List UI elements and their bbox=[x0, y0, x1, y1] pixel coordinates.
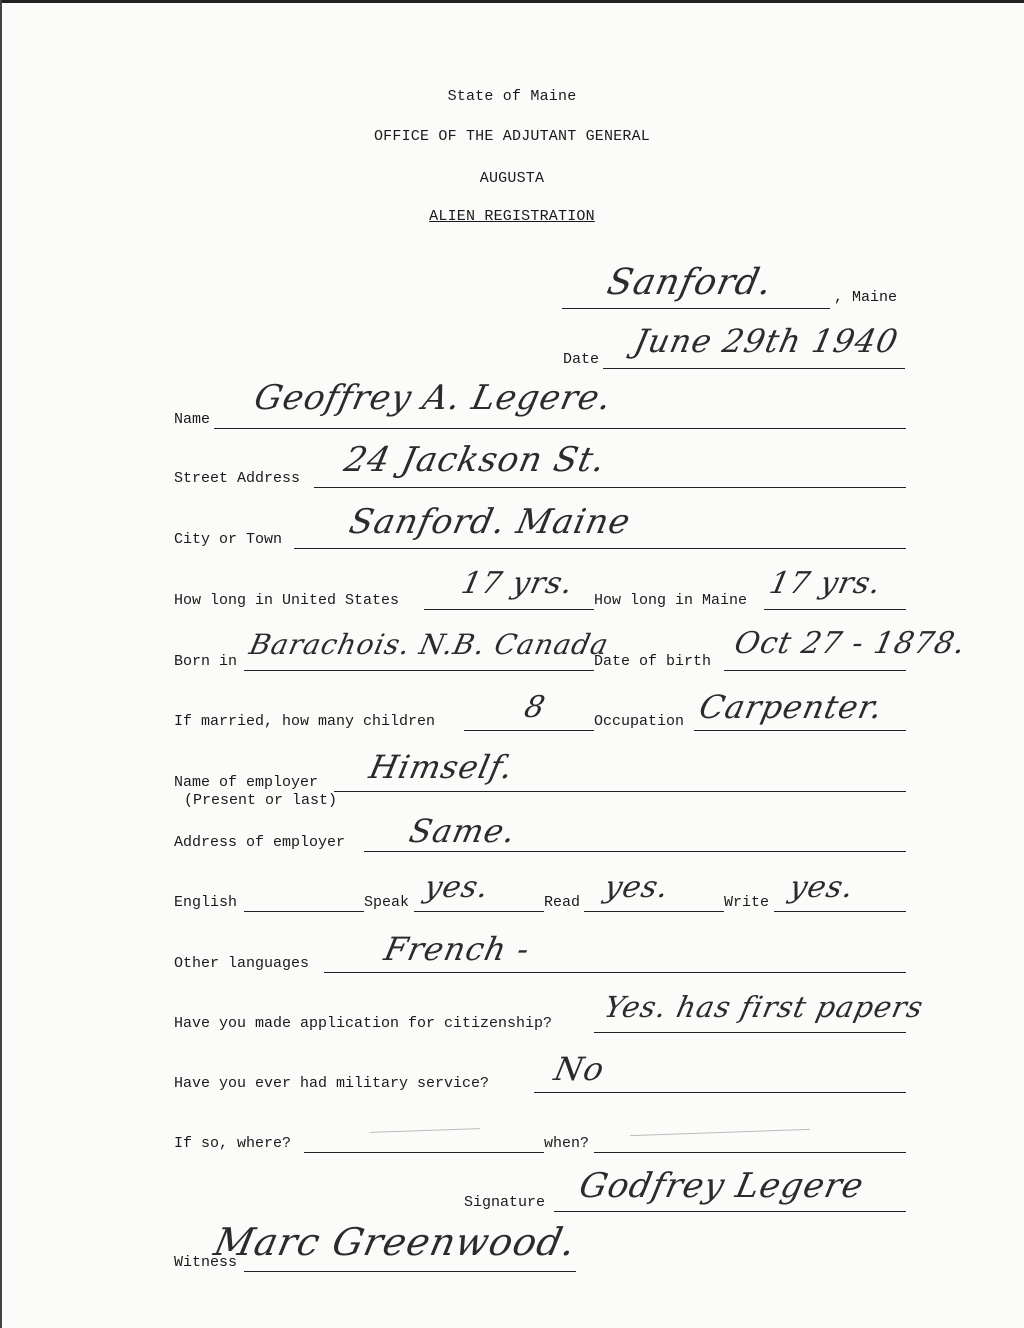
how-long-us-line bbox=[424, 609, 594, 610]
city-or-town-label: City or Town bbox=[174, 531, 283, 548]
city-heading: AUGUSTA bbox=[479, 170, 545, 187]
date-of-birth-line bbox=[724, 670, 906, 671]
name-label: Name bbox=[174, 411, 211, 428]
born-in-label: Born in bbox=[174, 653, 238, 670]
name-line bbox=[214, 428, 906, 429]
born-in-value: Barachois. N.B. Canada bbox=[246, 628, 613, 661]
employer-name-sublabel: (Present or last) bbox=[184, 792, 338, 809]
citizenship-line bbox=[594, 1032, 906, 1033]
where-line bbox=[304, 1152, 544, 1153]
occupation-value: Carpenter. bbox=[695, 688, 887, 726]
how-long-us-label: How long in United States bbox=[174, 592, 400, 609]
born-in-line bbox=[244, 670, 594, 671]
date-of-birth-label: Date of birth bbox=[594, 653, 712, 670]
street-address-value: 24 Jackson St. bbox=[340, 440, 610, 480]
when-label: when? bbox=[544, 1135, 590, 1152]
employer-address-value: Same. bbox=[405, 812, 520, 850]
read-label: Read bbox=[544, 894, 581, 911]
employer-name-label: Name of employer bbox=[174, 774, 319, 791]
employer-name-value: Himself. bbox=[365, 748, 517, 786]
children-label: If married, how many children bbox=[174, 713, 436, 730]
scan-edge-left bbox=[0, 0, 2, 1328]
speak-line bbox=[414, 911, 544, 912]
street-address-label: Street Address bbox=[174, 470, 301, 487]
when-line bbox=[594, 1152, 906, 1153]
other-languages-label: Other languages bbox=[174, 955, 310, 972]
other-languages-line bbox=[324, 972, 906, 973]
read-line bbox=[584, 911, 724, 912]
occupation-label: Occupation bbox=[594, 713, 685, 730]
military-value: No bbox=[550, 1050, 609, 1088]
name-value: Geoffrey A. Legere. bbox=[250, 378, 616, 418]
when-pencil-dash bbox=[630, 1129, 810, 1136]
form-title: ALIEN REGISTRATION bbox=[429, 208, 595, 225]
employer-name-line bbox=[334, 791, 906, 792]
how-long-maine-value: 17 yrs. bbox=[766, 566, 885, 601]
english-label: English bbox=[174, 894, 238, 911]
city-or-town-line bbox=[294, 548, 906, 549]
speak-value: yes. bbox=[421, 870, 493, 905]
citizenship-value: Yes. has first papers bbox=[601, 990, 927, 1024]
citizenship-label: Have you made application for citizenship? bbox=[174, 1015, 553, 1032]
speak-label: Speak bbox=[364, 894, 410, 911]
office-heading: OFFICE OF THE ADJUTANT GENERAL bbox=[373, 128, 651, 145]
write-value: yes. bbox=[786, 870, 858, 905]
scan-edge-top bbox=[0, 0, 1024, 3]
where-pencil-dash bbox=[370, 1128, 480, 1133]
city-or-town-value: Sanford. Maine bbox=[345, 502, 635, 542]
date-line bbox=[603, 368, 905, 369]
street-address-line bbox=[314, 487, 906, 488]
employer-address-line bbox=[364, 851, 906, 852]
town-line bbox=[562, 308, 830, 309]
children-line bbox=[464, 730, 594, 731]
witness-label: Witness bbox=[174, 1254, 238, 1271]
other-languages-value: French - bbox=[380, 930, 534, 968]
date-of-birth-value: Oct 27 - 1878. bbox=[731, 626, 969, 661]
date-value: June 29th 1940 bbox=[630, 322, 902, 360]
occupation-line bbox=[694, 730, 906, 731]
read-value: yes. bbox=[601, 870, 673, 905]
military-label: Have you ever had military service? bbox=[174, 1075, 490, 1092]
how-long-maine-label: How long in Maine bbox=[594, 592, 748, 609]
if-so-where-label: If so, where? bbox=[174, 1135, 292, 1152]
how-long-us-value: 17 yrs. bbox=[458, 566, 577, 601]
write-line bbox=[774, 911, 906, 912]
military-line bbox=[534, 1092, 906, 1093]
witness-line bbox=[244, 1271, 576, 1272]
date-label: Date bbox=[563, 351, 600, 368]
witness-value: Marc Greenwood. bbox=[210, 1220, 581, 1264]
maine-label: , Maine bbox=[834, 289, 898, 306]
children-value: 8 bbox=[521, 690, 549, 725]
employer-address-label: Address of employer bbox=[174, 834, 346, 851]
english-line bbox=[244, 911, 364, 912]
write-label: Write bbox=[724, 894, 770, 911]
state-heading: State of Maine bbox=[447, 88, 577, 105]
signature-value: Godfrey Legere bbox=[575, 1166, 868, 1206]
town-value: Sanford. bbox=[603, 262, 777, 303]
signature-label: Signature bbox=[464, 1194, 546, 1211]
how-long-maine-line bbox=[764, 609, 906, 610]
signature-line bbox=[554, 1211, 906, 1212]
